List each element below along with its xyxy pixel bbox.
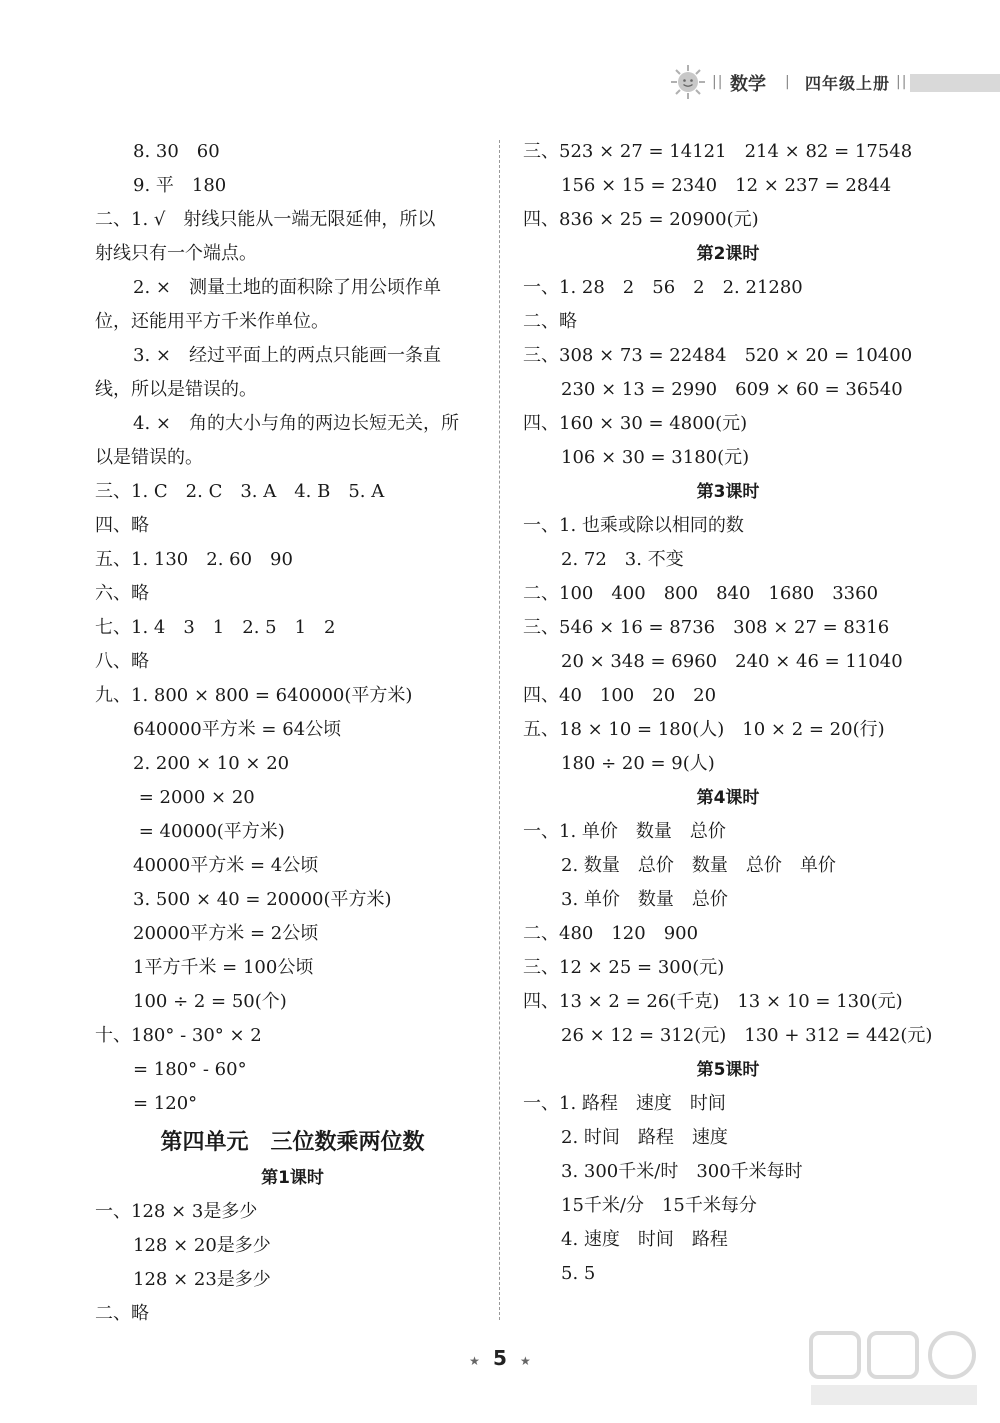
lesson-heading: 第2课时: [696, 244, 760, 264]
right-answer-line: 180 ÷ 20 = 9(人): [561, 753, 715, 774]
right-answer-line: 156 × 15 = 2340 12 × 237 = 2844: [561, 175, 892, 196]
right-answer-line: 20 × 348 = 6960 240 × 46 = 11040: [561, 651, 903, 672]
column-divider: [499, 140, 500, 1320]
star-icon: ★: [469, 1353, 480, 1368]
left-answer-line: 四、略: [95, 515, 149, 536]
left-answer-line: 3. × 经过平面上的两点只能画一条直: [133, 345, 441, 366]
grade-label: 四年级上册: [805, 74, 891, 93]
right-answer-line: 2. 72 3. 不变: [561, 549, 684, 570]
left-answer-line: 二、略: [95, 1303, 149, 1324]
left-answer-line: 二、1. √ 射线只能从一端无限延伸，所以: [95, 209, 436, 230]
right-answer-line: 三、12 × 25 = 300(元): [523, 957, 725, 978]
right-answer-line: 2. 数量 总价 数量 总价 单价: [561, 855, 836, 876]
left-answer-line: 8. 30 60: [133, 141, 220, 162]
left-answer-line: 线，所以是错误的。: [95, 379, 257, 400]
right-answer-line: 四、13 × 2 = 26(千克) 13 × 10 = 130(元): [523, 991, 903, 1012]
lesson-heading: 第1课时: [261, 1168, 324, 1188]
left-answer-line: 9. 平 180: [133, 175, 227, 196]
left-answer-line: = 120°: [133, 1093, 198, 1114]
left-answer-line: 位，还能用平方千米作单位。: [95, 311, 329, 332]
right-answer-line: 106 × 30 = 3180(元): [561, 447, 750, 468]
right-answer-line: 三、308 × 73 = 22484 520 × 20 = 10400: [523, 345, 913, 366]
left-answer-line: 3. 500 × 40 = 20000(平方米): [133, 889, 392, 910]
right-answer-line: 二、480 120 900: [523, 923, 699, 944]
left-answer-line: 五、1. 130 2. 60 90: [95, 549, 293, 570]
unit-title: 第四单元 三位数乘两位数: [160, 1129, 425, 1155]
left-answer-line: 40000平方米 = 4公顷: [133, 855, 319, 876]
right-answer-line: 四、836 × 25 = 20900(元): [523, 209, 759, 230]
right-answer-line: 一、1. 也乘或除以相同的数: [523, 515, 744, 536]
left-answer-line: = 40000(平方米): [133, 821, 285, 842]
right-answer-line: 二、100 400 800 840 1680 3360: [523, 583, 879, 604]
left-answer-line: 640000平方米 = 64公顷: [133, 719, 342, 740]
right-answer-line: 5. 5: [561, 1263, 596, 1284]
right-answer-line: 3. 300千米/时 300千米每时: [561, 1161, 803, 1182]
right-answer-line: 一、1. 路程 速度 时间: [523, 1093, 726, 1114]
left-answer-line: 128 × 23是多少: [133, 1269, 271, 1290]
right-answer-line: 三、546 × 16 = 8736 308 × 27 = 8316: [523, 617, 890, 638]
sun-logo-icon: [670, 64, 706, 100]
header-divider: |: [785, 74, 791, 90]
right-answer-line: 4. 速度 时间 路程: [561, 1229, 728, 1250]
left-answer-line: 一、128 × 3是多少: [95, 1201, 258, 1222]
left-answer-line: 100 ÷ 2 = 50(个): [133, 991, 287, 1012]
lesson-heading: 第4课时: [696, 788, 760, 808]
left-answer-line: 十、180° - 30° × 2: [95, 1025, 262, 1046]
left-answer-line: 2. × 测量土地的面积除了用公顷作单: [133, 277, 441, 298]
left-answer-line: 20000平方米 = 2公顷: [133, 923, 319, 944]
right-answer-line: 四、160 × 30 = 4800(元): [523, 413, 748, 434]
left-answer-line: 八、略: [95, 651, 149, 672]
right-answer-line: 2. 时间 路程 速度: [561, 1127, 728, 1148]
right-answer-line: 三、523 × 27 = 14121 214 × 82 = 17548: [523, 141, 913, 162]
right-answer-line: 3. 单价 数量 总价: [561, 889, 728, 910]
left-answer-line: 射线只有一个端点。: [95, 243, 257, 264]
left-answer-line: 六、略: [95, 583, 149, 604]
right-answer-line: 一、1. 28 2 56 2 2. 21280: [523, 277, 803, 298]
right-answer-line: 二、略: [523, 311, 577, 332]
page-number: 5: [493, 1346, 507, 1370]
right-answer-line: 一、1. 单价 数量 总价: [523, 821, 726, 842]
right-column: [523, 135, 933, 1291]
left-answer-line: 4. × 角的大小与角的两边长短无关，所: [133, 413, 459, 434]
left-answer-line: 七、1. 4 3 1 2. 5 1 2: [95, 617, 336, 638]
left-answer-line: 九、1. 800 × 800 = 640000(平方米): [95, 685, 413, 706]
star-icon: ★: [520, 1353, 531, 1368]
page-header: [670, 62, 1000, 102]
left-answer-line: 三、1. C 2. C 3. A 4. B 5. A: [95, 481, 385, 502]
right-answer-line: 15千米/分 15千米每分: [561, 1195, 757, 1216]
left-column: [95, 135, 490, 1331]
header-strip: [910, 74, 1000, 92]
right-answer-line: 五、18 × 10 = 180(人) 10 × 2 = 20(行): [523, 719, 885, 740]
subject-label: 数学: [730, 74, 766, 95]
watermark-logo-icon: [807, 1329, 982, 1409]
left-answer-line: 以是错误的。: [95, 447, 203, 468]
right-answer-line: 四、40 100 20 20: [523, 685, 717, 706]
header-divider: ||: [896, 74, 908, 90]
left-answer-line: = 180° - 60°: [133, 1059, 247, 1080]
lesson-heading: 第5课时: [696, 1060, 760, 1080]
header-divider: ||: [712, 74, 724, 90]
left-answer-line: = 2000 × 20: [133, 787, 255, 808]
right-answer-line: 230 × 13 = 2990 609 × 60 = 36540: [561, 379, 903, 400]
left-answer-line: 128 × 20是多少: [133, 1235, 271, 1256]
left-answer-line: 2. 200 × 10 × 20: [133, 753, 290, 774]
right-answer-line: 26 × 12 = 312(元) 130 + 312 = 442(元): [561, 1025, 933, 1046]
left-answer-line: 1平方千米 = 100公顷: [133, 957, 314, 978]
lesson-heading: 第3课时: [696, 482, 760, 502]
